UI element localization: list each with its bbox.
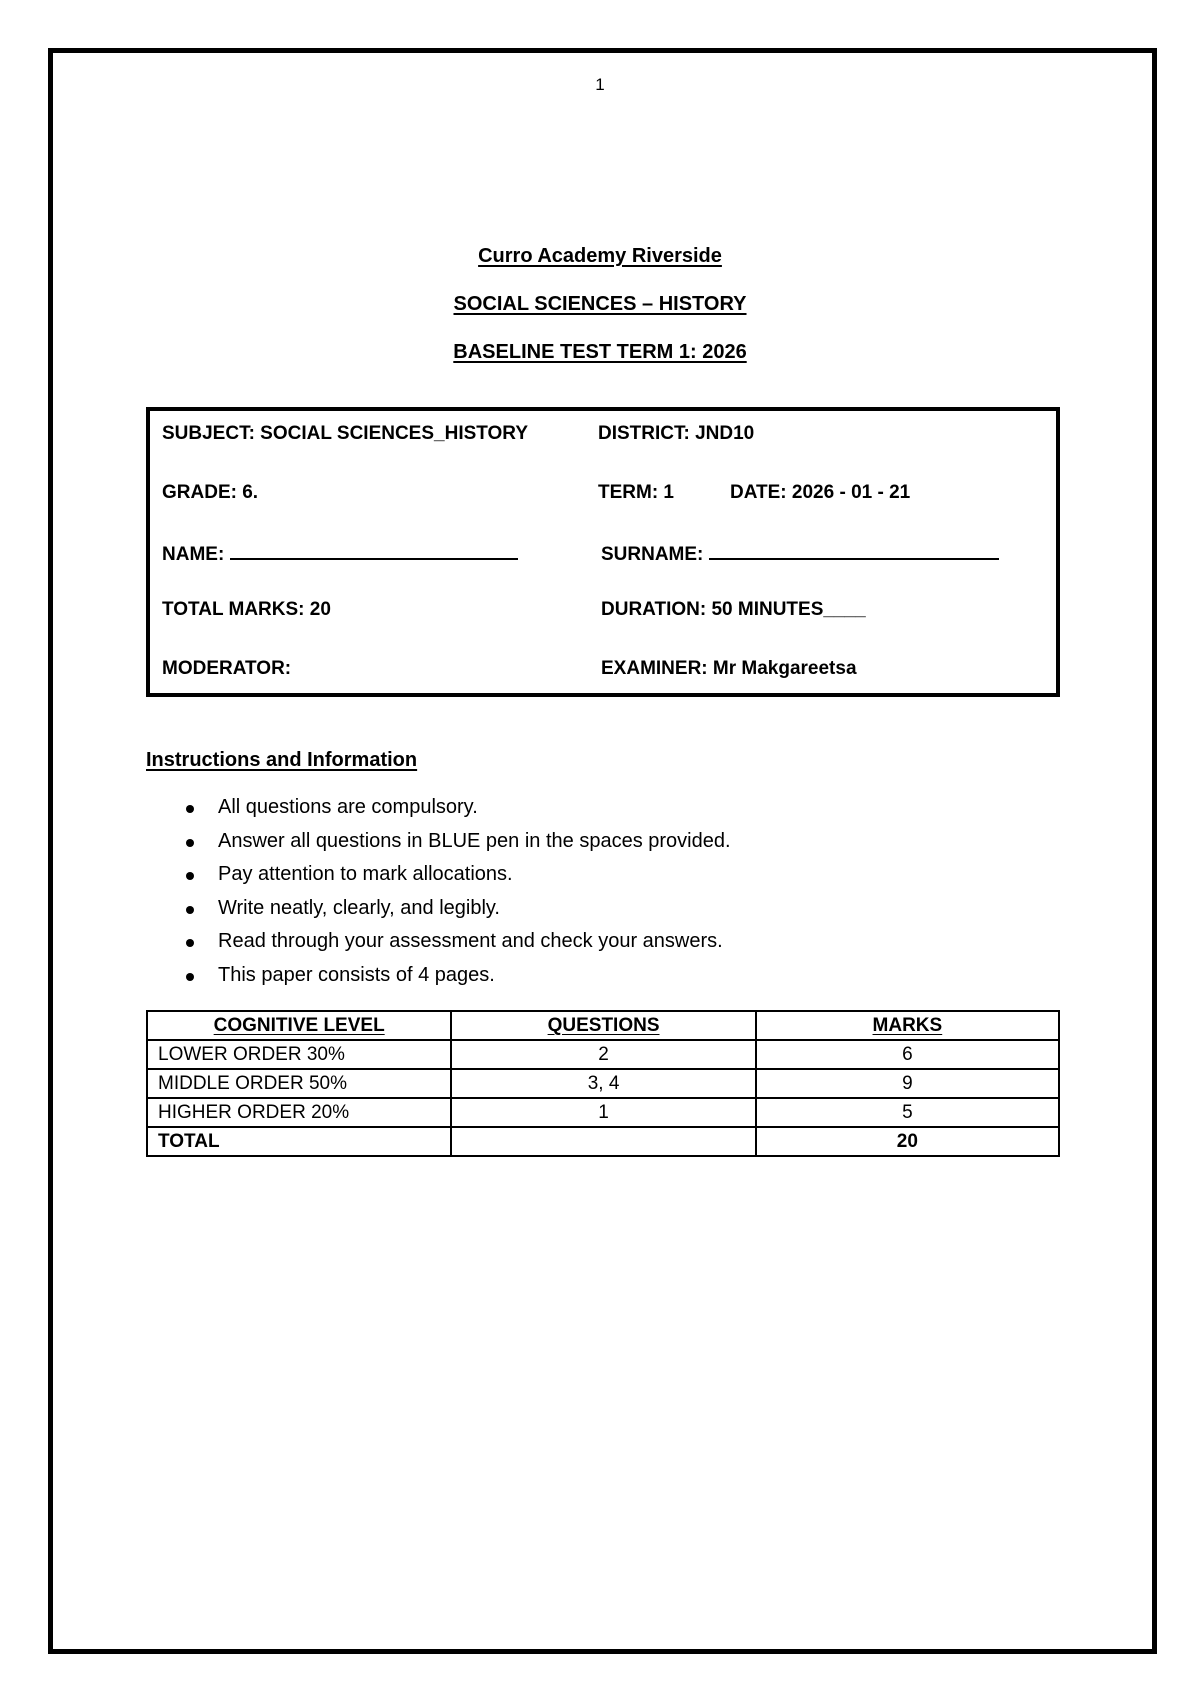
instructions-list — [146, 796, 731, 998]
surname-label: SURNAME: — [601, 544, 704, 565]
district-label: DISTRICT: JND10 — [598, 423, 755, 444]
total-marks-label: TOTAL MARKS: 20 — [162, 599, 331, 620]
table-cell: 6 — [756, 1040, 1059, 1069]
list-item — [146, 863, 731, 897]
table-cell: 5 — [756, 1098, 1059, 1127]
table-cell: 2 — [451, 1040, 755, 1069]
table-header-row — [147, 1011, 1059, 1040]
list-item — [146, 897, 731, 931]
table-row — [147, 1098, 1059, 1127]
table-cell — [451, 1127, 755, 1156]
column-header: MARKS — [756, 1011, 1059, 1040]
page-number: 1 — [595, 75, 605, 94]
bullet-icon — [186, 973, 194, 981]
surname-field[interactable] — [601, 540, 999, 566]
grade-label: GRADE: 6. — [162, 482, 259, 503]
date-label: DATE: 2026 - 01 - 21 — [730, 482, 911, 503]
instruction-text: Answer all questions in BLUE pen in the spaces provided. — [218, 829, 731, 852]
cognitive-level-table — [146, 1010, 1060, 1157]
name-blank-line[interactable] — [230, 540, 518, 560]
school-name: Curro Academy Riverside — [478, 245, 722, 267]
bullet-icon — [186, 906, 194, 914]
list-item — [146, 930, 731, 964]
bullet-icon — [186, 805, 194, 813]
table-row-total — [147, 1127, 1059, 1156]
column-header: COGNITIVE LEVEL — [147, 1011, 451, 1040]
subject-label: SUBJECT: SOCIAL SCIENCES_HISTORY — [162, 423, 529, 444]
instruction-text: Pay attention to mark allocations. — [218, 863, 513, 886]
name-field[interactable] — [162, 540, 518, 566]
table-cell: LOWER ORDER 30% — [147, 1040, 451, 1069]
table-cell: MIDDLE ORDER 50% — [147, 1069, 451, 1098]
instruction-text: All questions are compulsory. — [218, 796, 478, 818]
table-row — [147, 1069, 1059, 1098]
table-cell: 20 — [756, 1127, 1059, 1156]
list-item — [146, 830, 731, 864]
table-row — [147, 1040, 1059, 1069]
table-cell: 3, 4 — [451, 1069, 755, 1098]
surname-blank-line[interactable] — [709, 540, 999, 560]
list-item — [146, 796, 731, 830]
table-cell: HIGHER ORDER 20% — [147, 1098, 451, 1127]
table-cell: 1 — [451, 1098, 755, 1127]
bullet-icon — [186, 939, 194, 947]
name-label: NAME: — [162, 544, 225, 565]
bullet-icon — [186, 872, 194, 880]
table-cell: 9 — [756, 1069, 1059, 1098]
exam-info-box — [146, 407, 1060, 697]
column-header: QUESTIONS — [451, 1011, 755, 1040]
instructions-heading: Instructions and Information — [146, 749, 418, 771]
subject-title: SOCIAL SCIENCES – HISTORY — [453, 293, 747, 315]
instruction-text: This paper consists of 4 pages. — [218, 963, 495, 986]
list-item — [146, 964, 731, 998]
table-cell: TOTAL — [147, 1127, 451, 1156]
examiner-label: EXAMINER: Mr Makgareetsa — [601, 658, 857, 679]
term-label: TERM: 1 — [598, 482, 674, 503]
duration-label: DURATION: 50 MINUTES____ — [601, 599, 866, 620]
instruction-text: Read through your assessment and check your answers. — [218, 930, 723, 953]
bullet-icon — [186, 839, 194, 847]
instruction-text: Write neatly, clearly, and legibly. — [218, 896, 500, 919]
moderator-label: MODERATOR: — [162, 658, 292, 679]
test-title: BASELINE TEST TERM 1: 2026 — [453, 341, 747, 363]
